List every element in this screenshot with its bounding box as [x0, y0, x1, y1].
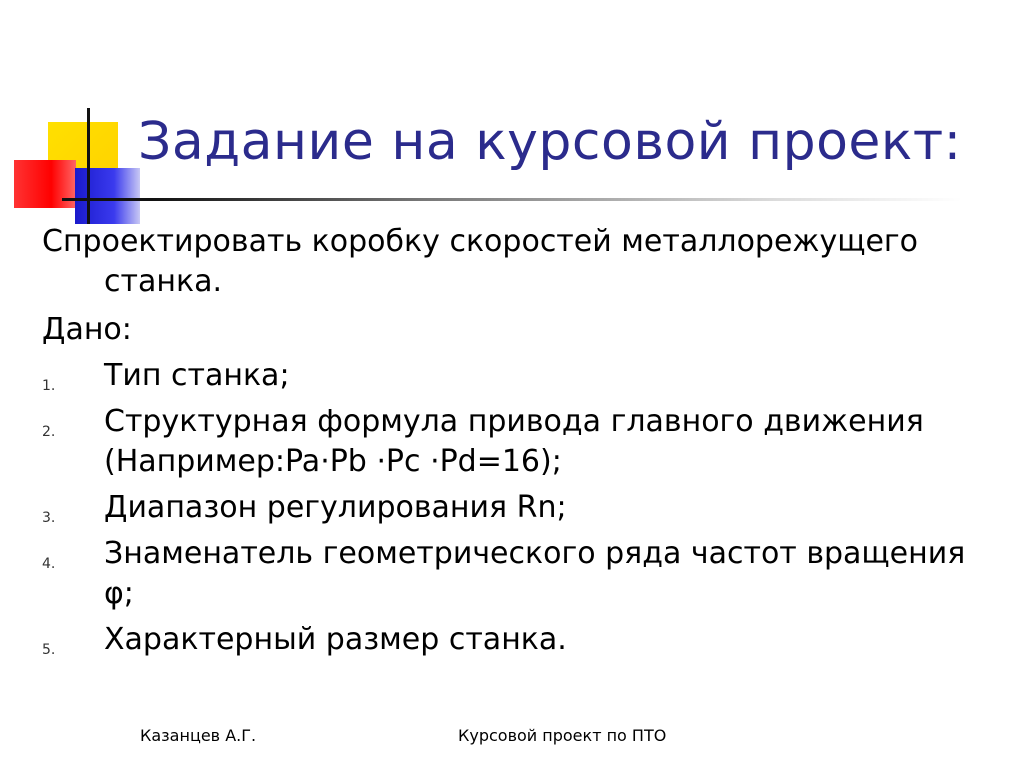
list-item — [42, 356, 1002, 396]
list-item — [42, 488, 1002, 528]
vertical-rule — [87, 108, 90, 224]
given-label: Дано: — [42, 312, 132, 347]
title-underline — [62, 198, 962, 201]
slide-body — [42, 222, 1002, 660]
item-number: 3. — [42, 510, 56, 526]
blue-square — [75, 168, 140, 224]
list-item — [42, 402, 1002, 482]
item-text: Характерный размер станка. — [104, 622, 567, 657]
list-item — [42, 620, 1002, 660]
decorative-squares — [0, 0, 150, 230]
item-text: Знаменатель геометрического ряда частот вращения — [104, 536, 966, 571]
footer-author: Казанцев А.Г. — [140, 726, 257, 745]
slide-title: Задание на курсовой проект: — [138, 112, 962, 172]
item-number: 1. — [42, 378, 56, 394]
item-number: 4. — [42, 556, 56, 572]
list-item — [42, 534, 1002, 614]
item-text: Тип станка; — [104, 358, 290, 393]
task-line-1: Спроектировать коробку скоростей металлорежущего — [42, 224, 919, 259]
item-number: 2. — [42, 424, 56, 440]
item-text-continued: φ; — [104, 576, 134, 611]
task-line-2: станка. — [104, 264, 223, 299]
item-text: Диапазон регулирования Rn; — [104, 490, 567, 525]
item-number: 5. — [42, 642, 56, 658]
item-text: Структурная формула привода главного движения — [104, 404, 924, 439]
item-text-continued: (Например:Pa⋅Pb ⋅Pc ⋅Pd=16); — [104, 444, 562, 479]
given-list — [42, 356, 1002, 660]
footer-course: Курсовой проект по ПТО — [458, 726, 667, 745]
